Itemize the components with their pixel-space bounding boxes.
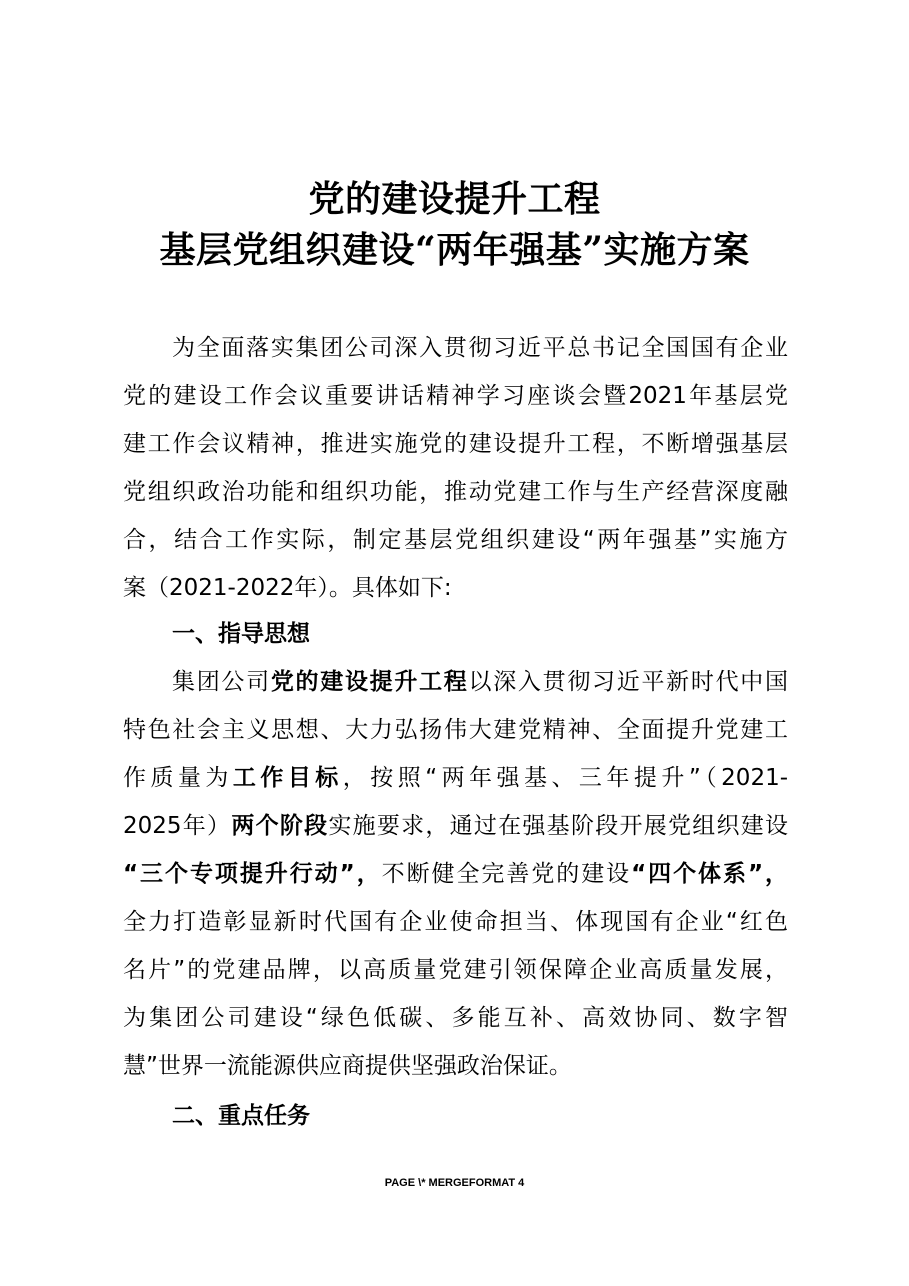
plain-text: 不断健全完善党的建设 [381,861,632,887]
document-title-line-1: 党的建设提升工程 [308,178,601,220]
paragraph-2-line: 特色社会主义思想、大力弘扬伟大建党精神、全面提升党建工 [123,717,788,743]
paragraph-1-line: 党的建设工作会议重要讲话精神学习座谈会暨2021年基层党 [123,383,788,409]
section-1-heading: 一、指导思想 [172,621,310,647]
paragraph-2-line: 全力打造彰显新时代国有企业使命担当、体现国有企业“红色 [123,909,788,935]
paragraph-2-line: 名片”的党建品牌，以高质量党建引领保障企业高质量发展， [123,957,788,983]
paragraph-2-line [123,758,788,798]
emphasis-text: 党的建设提升工程 [270,669,469,695]
paragraph-2-line [123,806,788,846]
plain-text: 以深入贯彻习近平新时代中国 [468,669,789,695]
emphasis-text: 工作目标 [232,765,343,791]
paragraph-1-line: 党组织政治功能和组织功能，推动党建工作与生产经营深度融 [123,479,788,505]
paragraph-2-line: 慧”世界一流能源供应商提供坚强政治保证。 [123,1053,572,1079]
emphasis-text: “四个体系”， [631,861,789,887]
plain-text: 实施要求，通过在强基阶段开展党组织建设 [328,813,789,839]
paragraph-1-line: 案（2021-2022年）。具体如下: [123,575,452,601]
plain-text: ，按照“两年强基、三年提升”（2021- [342,765,789,791]
paragraph-2-line: 为集团公司建设“绿色低碳、多能互补、高效协同、数字智 [123,1005,788,1031]
paragraph-2-line [172,662,788,702]
page-footer: PAGE \* MERGEFORMAT 4 [384,1177,525,1189]
section-2-heading: 二、重点任务 [172,1103,310,1129]
paragraph-1-line: 合，结合工作实际，制定基层党组织建设“两年强基”实施方 [123,527,788,553]
paragraph-1-line: 建工作会议精神，推进实施党的建设提升工程，不断增强基层 [123,431,788,457]
emphasis-text: 两个阶段 [231,813,329,839]
paragraph-1-line: 为全面落实集团公司深入贯彻习近平总书记全国国有企业 [172,335,788,361]
emphasis-text: “三个专项提升行动”， [123,861,382,887]
plain-text: 2025年） [123,813,232,839]
plain-text: 作质量为 [123,765,233,791]
document-title-line-2: 基层党组织建设“两年强基”实施方案 [159,229,750,271]
paragraph-2-line [123,854,788,894]
plain-text: 集团公司 [172,669,271,695]
